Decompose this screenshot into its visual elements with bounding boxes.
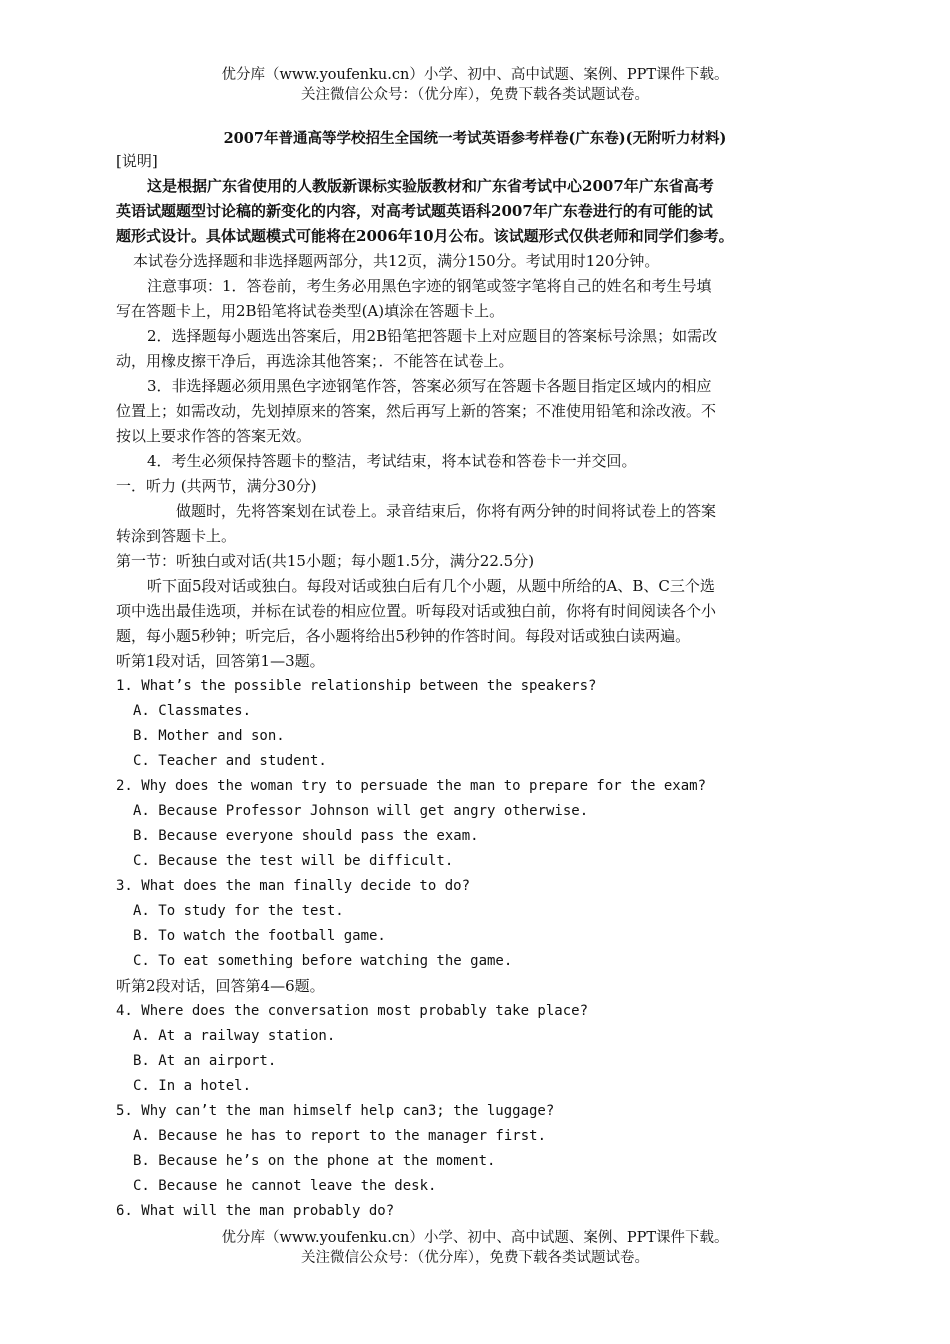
- option-b: B. Mother and son.: [133, 728, 285, 744]
- option-b: B. Because everyone should pass the exam.: [133, 828, 479, 844]
- option-b: B. Because he’s on the phone at the moment.: [133, 1153, 496, 1169]
- question-3: 3. What does the man finally decide to do?: [116, 878, 471, 894]
- question-1: 1. What’s the possible relationship between the speakers?: [116, 678, 597, 694]
- subsection-instruction-line: 项中选出最佳选项，并标在试卷的相应位置。听每段对话或独白前，你将有时间阅读各个小: [116, 602, 717, 620]
- option-c: C. To eat something before watching the game.: [133, 953, 513, 969]
- instruction-line: 位置上；如需改动，先划掉原来的答案，然后再写上新的答案；不准使用铅笔和涂改液。不: [116, 402, 717, 420]
- instruction-line: 3．非选择题必须用黑色字迹钢笔作答，答案必须写在答题卡各题目指定区域内的相应: [147, 377, 712, 395]
- option-c: C. In a hotel.: [133, 1078, 252, 1094]
- option-a: A. Because he has to report to the manager first.: [133, 1128, 547, 1144]
- instruction-line: 注意事项：1．答卷前，考生务必用黑色字迹的钢笔或签字笔将自己的姓名和考生号填: [147, 277, 712, 295]
- option-c: C. Because the test will be difficult.: [133, 853, 454, 869]
- option-a: A. Because Professor Johnson will get angry otherwise.: [133, 803, 589, 819]
- note-paragraph-line: 英语试题题型讨论稿的新变化的内容，对高考试题英语科2007年广东卷进行的有可能的试: [116, 202, 713, 220]
- instruction-line: 4．考生必须保持答题卡的整洁，考试结束，将本试卷和答卷卡一并交回。: [147, 452, 637, 470]
- question-5: 5. Why can’t the man himself help can3; the luggage?: [116, 1103, 555, 1119]
- section-heading: 一．听力 (共两节，满分30分): [116, 477, 317, 495]
- note-paragraph-line: 这是根据广东省使用的人教版新课标实验版教材和广东省考试中心2007年广东省高考: [147, 177, 714, 195]
- section-instruction-line: 转涂到答题卡上。: [116, 527, 237, 545]
- question-2: 2. Why does the woman try to persuade the man to prepare for the exam?: [116, 778, 707, 794]
- option-a: A. To study for the test.: [133, 903, 344, 919]
- dialogue-heading: 听第1段对话，回答第1—3题。: [116, 652, 325, 670]
- option-a: A. At a railway station.: [133, 1028, 336, 1044]
- option-c: C. Because he cannot leave the desk.: [133, 1178, 437, 1194]
- question-4: 4. Where does the conversation most probably take place?: [116, 1003, 589, 1019]
- option-c: C. Teacher and student.: [133, 753, 327, 769]
- instruction-line: 写在答题卡上，用2B铅笔将试卷类型(A)填涂在答题卡上。: [116, 302, 505, 320]
- subsection-instruction-line: 听下面5段对话或独白。每段对话或独白后有几个小题，从题中所给的A、B、C三个选: [147, 577, 715, 595]
- exam-info-line: 本试卷分选择题和非选择题两部分，共12页，满分150分。考试用时120分钟。: [133, 252, 660, 270]
- instruction-line: 动，用橡皮擦干净后，再选涂其他答案；．不能答在试卷上。: [116, 352, 514, 370]
- note-paragraph-line: 题形式设计。具体试题模式可能将在2006年10月公布。该试题形式仅供老师和同学们参考。: [116, 227, 734, 245]
- document-title: 2007年普通高等学校招生全国统一考试英语参考样卷(广东卷)(无附听力材料): [223, 130, 727, 147]
- subsection-instruction-line: 题，每小题5秒钟；听完后，各小题将给出5秒钟的作答时间。每段对话或独白读两遍。: [116, 627, 691, 645]
- dialogue-heading: 听第2段对话，回答第4—6题。: [116, 977, 325, 995]
- question-6: 6. What will the man probably do?: [116, 1203, 395, 1219]
- footer-line-1: 优分库（www.youfenku.cn）小学、初中、高中试题、案例、PPT课件下载。: [221, 1230, 729, 1246]
- instruction-line: 2．选择题每小题选出答案后，用2B铅笔把答题卡上对应题目的答案标号涂黑；如需改: [147, 327, 718, 345]
- section-instruction-line: 做题时，先将答案划在试卷上。录音结束后，你将有两分钟的时间将试卷上的答案: [176, 502, 717, 520]
- header-line-2: 关注微信公众号：（优分库），免费下载各类试题试卷。: [301, 87, 649, 103]
- option-b: B. To watch the football game.: [133, 928, 386, 944]
- header-line-1: 优分库（www.youfenku.cn）小学、初中、高中试题、案例、PPT课件下载。: [221, 67, 729, 83]
- footer-line-2: 关注微信公众号：（优分库），免费下载各类试题试卷。: [301, 1250, 649, 1266]
- instruction-line: 按以上要求作答的答案无效。: [116, 427, 312, 445]
- subsection-heading: 第一节：听独白或对话(共15小题；每小题1.5分，满分22.5分): [116, 552, 535, 570]
- option-b: B. At an airport.: [133, 1053, 277, 1069]
- option-a: A. Classmates.: [133, 703, 252, 719]
- note-heading: [说明]: [116, 152, 158, 170]
